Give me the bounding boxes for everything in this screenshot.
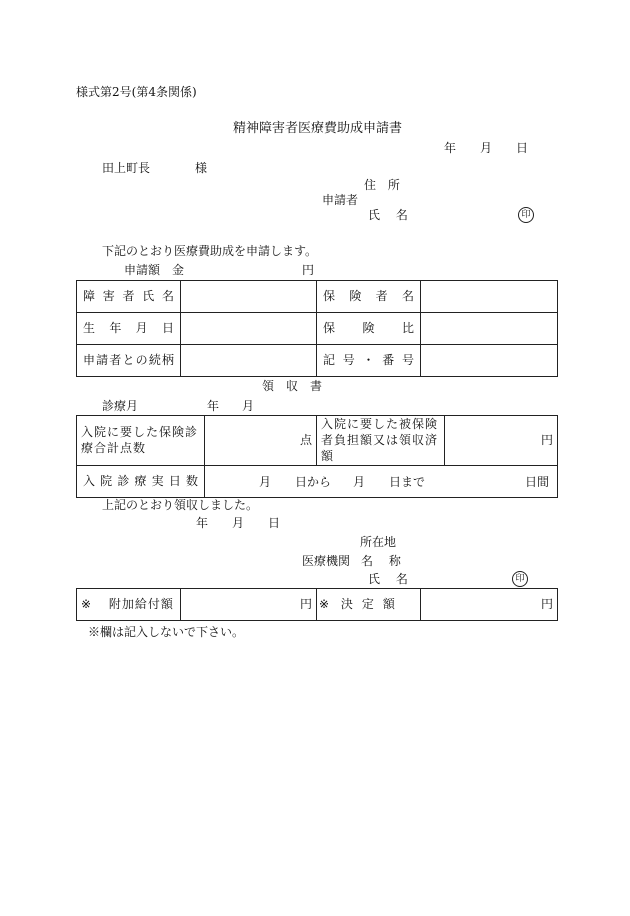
table-row bbox=[77, 313, 558, 345]
additional-benefit-label: ※ 附加給付額 bbox=[77, 589, 181, 621]
disabled-person-name-label: 障害者氏名 bbox=[77, 281, 181, 313]
relationship-field[interactable] bbox=[181, 345, 317, 377]
table-row bbox=[77, 589, 558, 621]
treatment-month-unit: 月 bbox=[242, 399, 255, 413]
receipt-date-year: 年 bbox=[196, 516, 209, 530]
table-row bbox=[77, 345, 558, 377]
date-day: 日 bbox=[516, 141, 529, 155]
hospital-days-label: 入院診療実日数 bbox=[77, 465, 205, 497]
insurer-name-field[interactable] bbox=[421, 281, 558, 313]
applicant-seal-icon: 印 bbox=[518, 207, 534, 223]
amount-unit: 円 bbox=[302, 263, 315, 277]
receipt-table bbox=[76, 415, 558, 498]
institution-name-label: 名 称 bbox=[361, 554, 401, 568]
decided-amount-label: ※ 決定額 bbox=[317, 589, 421, 621]
office-use-table bbox=[76, 588, 558, 621]
relationship-label: 申請者との続柄 bbox=[77, 345, 181, 377]
treatment-year-unit: 年 bbox=[207, 399, 220, 413]
period-day-from: 日から bbox=[295, 474, 332, 489]
reference-mark-icon: ※ bbox=[81, 597, 92, 612]
form-number: 様式第2号(第4条関係) bbox=[76, 85, 197, 99]
applicant-label: 申請者 bbox=[322, 193, 359, 207]
reference-mark-icon: ※ bbox=[319, 597, 330, 612]
disabled-person-name-field[interactable] bbox=[181, 281, 317, 313]
additional-benefit-field[interactable]: 円 bbox=[181, 589, 317, 621]
date-month: 月 bbox=[480, 141, 493, 155]
burden-amount-field[interactable] bbox=[445, 416, 558, 466]
receipt-date-month: 月 bbox=[232, 516, 245, 530]
birthdate-field[interactable] bbox=[181, 313, 317, 345]
insurance-ratio-field[interactable] bbox=[421, 313, 558, 345]
table-row bbox=[77, 465, 558, 497]
applicant-info-table bbox=[76, 280, 558, 377]
days-unit: 日間 bbox=[524, 474, 549, 489]
amount-label: 申請額 金 bbox=[124, 263, 185, 277]
institution-seal-icon: 印 bbox=[512, 571, 528, 587]
applicant-name-label: 氏 名 bbox=[368, 208, 408, 222]
addressee-honorific: 様 bbox=[195, 161, 208, 175]
addressee-name: 田上町長 bbox=[102, 161, 151, 175]
birthdate-label: 生年月日 bbox=[77, 313, 181, 345]
period-month-to: 月 bbox=[353, 474, 366, 489]
hospital-days-field[interactable] bbox=[205, 465, 558, 497]
insurance-ratio-label: 保険比 bbox=[317, 313, 421, 345]
decided-amount-field[interactable]: 円 bbox=[421, 589, 558, 621]
request-text: 下記のとおり医療費助成を申請します。 bbox=[102, 244, 318, 258]
received-text: 上記のとおり領収しました。 bbox=[102, 498, 259, 512]
institution-location-label: 所在地 bbox=[360, 535, 397, 549]
table-row bbox=[77, 281, 558, 313]
page-title: 精神障害者医療費助成申請書 bbox=[233, 121, 403, 136]
insurance-points-label: 入院に要した保険診療合計点数 bbox=[77, 416, 205, 466]
table-row bbox=[77, 416, 558, 466]
receipt-title: 領 収 書 bbox=[262, 379, 323, 393]
applicant-address-label: 住 所 bbox=[364, 178, 400, 192]
date-year: 年 bbox=[444, 141, 457, 155]
receipt-date-day: 日 bbox=[268, 516, 281, 530]
burden-yen-unit: 円 bbox=[540, 433, 553, 448]
symbol-number-field[interactable] bbox=[421, 345, 558, 377]
symbol-number-label: 記号・番号 bbox=[317, 345, 421, 377]
institution-rep-label: 氏 名 bbox=[368, 572, 408, 586]
treatment-month-label: 診療月 bbox=[102, 399, 139, 413]
period-month-from: 月 bbox=[259, 474, 272, 489]
insurance-points-field[interactable] bbox=[205, 416, 317, 466]
points-unit: 点 bbox=[299, 433, 312, 448]
burden-amount-label: 入院に要した被保険者負担額又は領収済額 bbox=[317, 416, 445, 466]
institution-label: 医療機関 bbox=[302, 554, 351, 568]
period-day-to: 日まで bbox=[389, 474, 426, 489]
insurer-name-label: 保険者名 bbox=[317, 281, 421, 313]
footnote: ※欄は記入しないで下さい。 bbox=[88, 625, 245, 639]
